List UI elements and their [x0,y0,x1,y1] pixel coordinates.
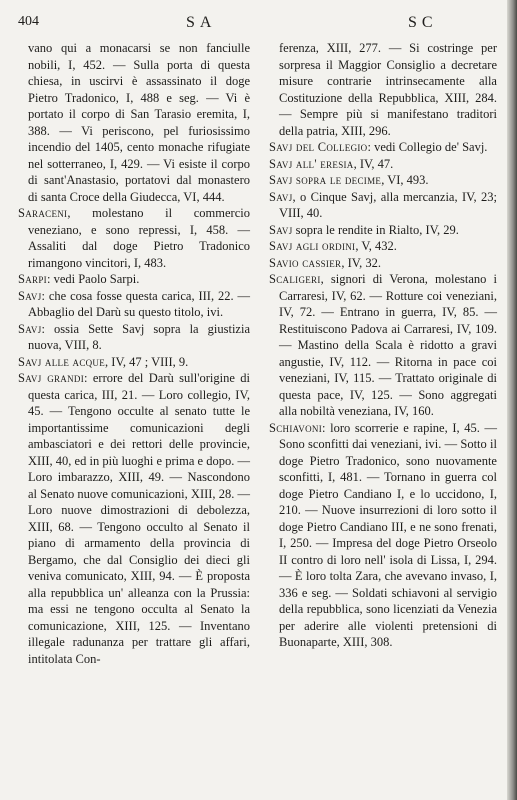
right-column [269,40,497,651]
index-entry [269,255,497,272]
entry-heading: Saraceni [18,206,68,220]
page-number: 404 [18,14,39,29]
entry-text: : che cosa fosse questa carica, III, 22. — Abbaglio del Darù su questo titolo, ivi. [28,288,250,319]
entry-heading: Savj [269,222,293,237]
index-entry-continued [269,40,497,139]
entry-text: , VI, 493. [381,173,429,187]
entry-text: , V, 432. [355,239,397,253]
page-edge-shadow [507,0,517,800]
entry-text: , IV, 47. [353,156,394,171]
entry-text: , molestano il commercio veneziano, e sono repressi, I, 458. — Assaliti dal doge Pietro Tradonico rimangono vincitori, I, 483. [28,206,250,270]
entry-heading: Savj [269,189,293,204]
index-entry [18,321,250,354]
entry-heading: Scaligeri [269,272,321,286]
entry-heading: Savj [18,321,42,336]
entry-heading: Savj agli ordini [269,239,356,253]
entry-text: ferenza, XIII, 277. — Si costringe per sorpresa il Maggior Consiglio a decretare misure contrarie intrinsecamente alla Costituzione della Repubblica, XIII, 284. — Sempre più si manifestano traditori della patria, XIII, 296. [279,41,497,138]
entry-text: , IV, 47 ; VIII, 9. [105,354,189,369]
entry-text: , signori di Verona, molestano i Carraresi, IV, 62. — Rotture coi veneziani, IV, 72. — Entrano in guerra, IV, 85. — Restituiscono Padova ai Carraresi, IV, 109. — Mastino della Scala è ridotto a gravi angustie, IV, 112. — Ritorna in pace coi veneziani, IV, 115. — Trattato originale di questa pace, IV, 125. — Sono aggregati alla nobiltà veneziana, IV, 160. [279,272,497,418]
index-entry [269,222,497,239]
index-entry [269,156,497,173]
index-entry [18,370,250,667]
entry-text: : vedi Collegio de' Savj. [367,140,488,154]
index-entry [18,205,250,271]
running-head-left: SA [186,14,217,31]
index-entry [18,271,250,288]
running-head-right: SC [408,14,438,31]
index-entry-continued [18,40,250,205]
index-entry [269,139,497,156]
left-column [18,40,250,667]
entry-text: vano qui a monacarsi se non fanciulle nobili, I, 452. — Sulla porta di questa chiesa, in uscirvi è assassinato il doge Pietro Tradonico, I, 488 e seg. — Vi è portato il corpo di San Tarasio eremita, I, 388. — Vi periscono, pel furiosissimo incendio del 1405, cento monache rifugiate nel sotterraneo, I, 429. — Vi esiste il corpo di sant'Anastasio, portatovi dal monastero di santa Croce della Giudecca, VI, 444. [28,41,250,204]
entry-heading: Sarpi [18,272,47,286]
entry-heading: Savj del Collegio [269,140,368,154]
entry-heading: Schiavoni [269,420,322,435]
entry-text: , IV, 32. [341,255,382,270]
index-entry [18,288,250,321]
entry-heading: Savj grandi [18,371,84,385]
entry-heading: Savj all' eresia [269,156,354,171]
entry-text: : errore del Darù sull'origine di questa carica, III, 21. — Loro collegio, IV, 45. — Tengono occulte al senato tutte le importantissime comunicazioni degli ambasciatori e dei rettori delle provincie, XIII, 40, ed in più luoghi e prima e dopo. — Loro imbarazzo, XIII, 49. — Nascondono al Senato nuove comunicazioni, XIII, 28. — Loro nuove dimostrazioni di debolezza, XIII, 68. — Tengono occulto al Senato il piano di armamento della provincia di Bergamo, che dal Consiglio dei dieci gli veniva comunicato, XIII, 94. — È proposta alla repubblica un' alleanza con la Prussia: ma essi ne tengono occulta al Senato la comunicazione, XIII, 125. — Inventano illegale radunanza per trattare gli affari, intitolata Con- [28,371,250,666]
entry-text: : vedi Paolo Sarpi. [46,272,140,286]
entry-text: : loro scorrerie e rapine, I, 45. — Sono sconfitti dai veneziani, ivi. — Sotto il doge Pietro Tradonico, sono nuovamente sconfitti, I, 481. — Tornano in guerra col doge Pietro Candiano I, e lo uccidono, I, 210. — Nuove insurrezioni di loro sotto il doge Pietro Candiano III, e ne sono frenati, I, 250. — Impresa del doge Pietro Orseolo II contro di loro nell' isola di Lissa, I, 294. — È loro tolta Zara, che avevano invaso, I, 336 e seg. — Soldati schiavoni al servigio della repubblica, sono licenziati da Venezia per aderire alle violenti pretensioni di Buonaparte, XIII, 308. [279,420,497,649]
entry-heading: Savj alle acque [18,354,106,369]
entry-text: : ossia Sette Savj sopra la giustizia nuova, VIII, 8. [28,321,250,352]
index-entry [269,420,497,651]
entry-heading: Savio cassier [269,255,342,270]
index-entry [269,189,497,222]
entry-text: sopra le rendite in Rialto, IV, 29. [292,222,459,237]
entry-heading: Savj [18,288,42,303]
page-header [18,14,495,36]
entry-heading: Savj sopra le decime [269,173,382,187]
entry-text: , o Cinque Savj, alla mercanzia, IV, 23; VIII, 40. [279,189,497,220]
index-entry [269,271,497,420]
index-entry [269,238,497,255]
index-entry [269,172,497,189]
index-entry [18,354,250,371]
